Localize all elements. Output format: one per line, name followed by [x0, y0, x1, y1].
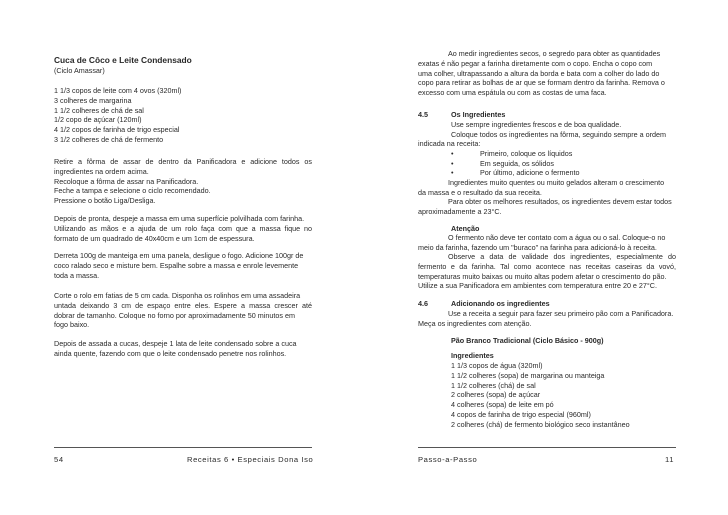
text-line: fermento e da farinha. Tal como acontece nas receitas caseiras da vovó,: [418, 261, 676, 271]
page-footer: Receitas 6 • Especiais Dona Iso: [187, 455, 314, 464]
text-line: Use sempre ingredientes frescos e de boa qualidade.: [451, 120, 622, 129]
section-number: 4.6: [418, 299, 428, 308]
section-title: Os Ingredientes: [451, 110, 506, 119]
text-paragraph: [418, 178, 676, 198]
text-line: Observe a data de validade dos ingredientes, especialmente do: [448, 252, 676, 261]
ingredient-item: 1 1/3 copos de leite com 4 ovos (320ml): [54, 86, 182, 95]
ingredient-item: 1 1/2 colheres (sopa) de margarina ou manteiga: [451, 370, 605, 380]
text-line: Utilizando as mãos e a ajuda de um rolo faça com que a massa fique no: [54, 223, 312, 233]
ingredient-item: 3 1/2 colheres de chá de fermento: [54, 134, 164, 144]
text-line: exatas é não pegar a farinha diretamente com o copo. Encha o copo com: [418, 58, 653, 68]
recipe-subtitle: (Ciclo Amassar): [54, 66, 105, 75]
text-line: ainda quente, fazendo com que o leite condensado penetre nos rolinhos.: [54, 348, 287, 358]
text-line: O fermento não deve ter contato com a água ou o sal. Coloque-o no: [448, 233, 666, 242]
instruction-paragraph: [54, 291, 312, 330]
text-line: uma colher, ultrapassando a altura da borda e bata com a colher do lado do: [418, 68, 660, 78]
text-line: Meça os ingredientes com atenção.: [418, 318, 532, 328]
text-line: Utilize a sua Panificadora em ambientes com temperatura entre 20 e 27°C.: [418, 281, 657, 291]
attention-heading: Atenção: [451, 224, 480, 233]
text-line: Derreta 100g de manteiga em uma panela, desligue o fogo. Adicione 100gr de: [54, 251, 304, 260]
section-number: 4.5: [418, 110, 428, 119]
bullet: •: [451, 149, 454, 158]
text-line: coco ralado seco e misture bem. Espalhe sobre a massa e enrole levemente: [54, 260, 299, 270]
footer-rule: [54, 447, 312, 448]
ingredient-item: 1/2 copo de açúcar (120ml): [54, 115, 142, 125]
instruction-paragraph: [54, 214, 312, 243]
recipe-heading: Pão Branco Tradicional (Ciclo Básico - 900g): [451, 336, 604, 345]
text-line: Retire a fôrma de assar de dentro da Panificadora e adicione todos os: [54, 157, 312, 166]
ingredients-heading: Ingredientes: [451, 351, 494, 360]
text-paragraph: [418, 309, 676, 329]
ingredient-list: [54, 86, 312, 145]
text-line: Pressione o botão Liga/Desliga.: [54, 196, 156, 206]
bullet-item: Em seguida, os sólidos: [480, 159, 554, 168]
instruction-paragraph: [54, 251, 312, 280]
text-line: toda a massa.: [54, 270, 100, 280]
bullet: •: [451, 159, 454, 168]
ingredient-item: 3 colheres de margarina: [54, 95, 132, 105]
text-paragraph: [418, 252, 676, 291]
page-footer: Passo-a-Passo: [418, 455, 478, 464]
section-title: Adicionando os ingredientes: [451, 299, 550, 308]
intro-paragraph: [418, 49, 676, 98]
text-line: untada deixando 3 cm de espaço entre eles. Espere a massa crescer até: [54, 300, 312, 310]
text-line: excesso com uma espátula ou com as costas de uma faca.: [418, 88, 607, 98]
footer-rule: [418, 447, 676, 448]
ingredient-item: 4 colheres (sopa) de leite em pó: [451, 400, 554, 410]
text-line: Ingredientes muito quentes ou muito gelados alteram o crescimento: [448, 178, 665, 187]
bullet-item: Por último, adicione o fermento: [480, 168, 580, 177]
bullet: •: [451, 168, 454, 177]
text-paragraph: [418, 233, 676, 253]
text-line: aproximadamente a 23°C.: [418, 206, 502, 216]
bullet-item: Primeiro, coloque os líquidos: [480, 149, 573, 158]
page-number: 11: [665, 455, 675, 464]
text-line: Depois de assada a cucas, despeje 1 lata de leite condensado sobre a cuca: [54, 339, 297, 348]
text-line: meio da farinha, fazendo um "buraco" na farinha para adicioná-lo à receita.: [418, 242, 657, 252]
ingredient-item: 1 1/2 colheres de chá de sal: [54, 105, 144, 115]
ingredient-item: 1 1/2 colheres (chá) de sal: [451, 380, 536, 390]
page-number: 54: [54, 455, 64, 464]
text-line: Use a receita a seguir para fazer seu primeiro pão com a Panificadora.: [448, 309, 674, 318]
instruction-paragraph: [54, 157, 312, 206]
ingredient-item: 4 1/2 copos de farinha de trigo especial: [54, 125, 180, 135]
text-line: Para obter os melhores resultados, os ingredientes devem estar todos: [448, 197, 672, 206]
ingredient-item: 4 copos de farinha de trigo especial (960ml): [451, 409, 591, 419]
text-paragraph: [418, 197, 676, 217]
text-line: formato de um quadrado de 40x40cm e um 1cm de espessura.: [54, 233, 255, 243]
ingredient-list: [451, 361, 676, 430]
text-line: Feche a tampa e selecione o ciclo recomendado.: [54, 186, 211, 196]
ingredient-item: 1 1/3 copos de água (320ml): [451, 361, 543, 370]
text-line: dobrar de tamanho. Coloque no forno por aproximadamente 50 minutos em: [54, 310, 295, 320]
text-line: fogo baixo.: [54, 320, 90, 330]
recipe-title: Cuca de Côco e Leite Condensado: [54, 55, 192, 65]
text-line: Corte o rolo em fatias de 5 cm cada. Disponha os rolinhos em uma assadeira: [54, 291, 301, 300]
text-line: indicada na receita:: [418, 139, 481, 148]
ingredient-item: 2 colheres (sopa) de açúcar: [451, 390, 541, 400]
text-line: copo para retirar as bolhas de ar que se formam dentro da farinha. Remova o: [418, 78, 665, 88]
text-line: temperaturas muito baixas ou muito altas podem afetar o crescimento do pão.: [418, 271, 667, 281]
text-line: da massa e o resultado da sua receita.: [418, 187, 542, 197]
text-line: ingredientes na ordem acima.: [54, 166, 149, 176]
instruction-paragraph: [54, 339, 312, 359]
text-line: Ao medir ingredientes secos, o segredo para obter as quantidades: [448, 49, 661, 58]
text-line: Depois de pronta, despeje a massa em uma superfície polvilhada com farinha.: [54, 214, 305, 223]
text-line: Coloque todos os ingredientes na fôrma, seguindo sempre a ordem: [451, 130, 666, 139]
ingredient-item: 2 colheres (chá) de fermento biológico seco instantâneo: [451, 419, 630, 429]
text-line: Recoloque a fôrma de assar na Panificadora.: [54, 176, 199, 186]
